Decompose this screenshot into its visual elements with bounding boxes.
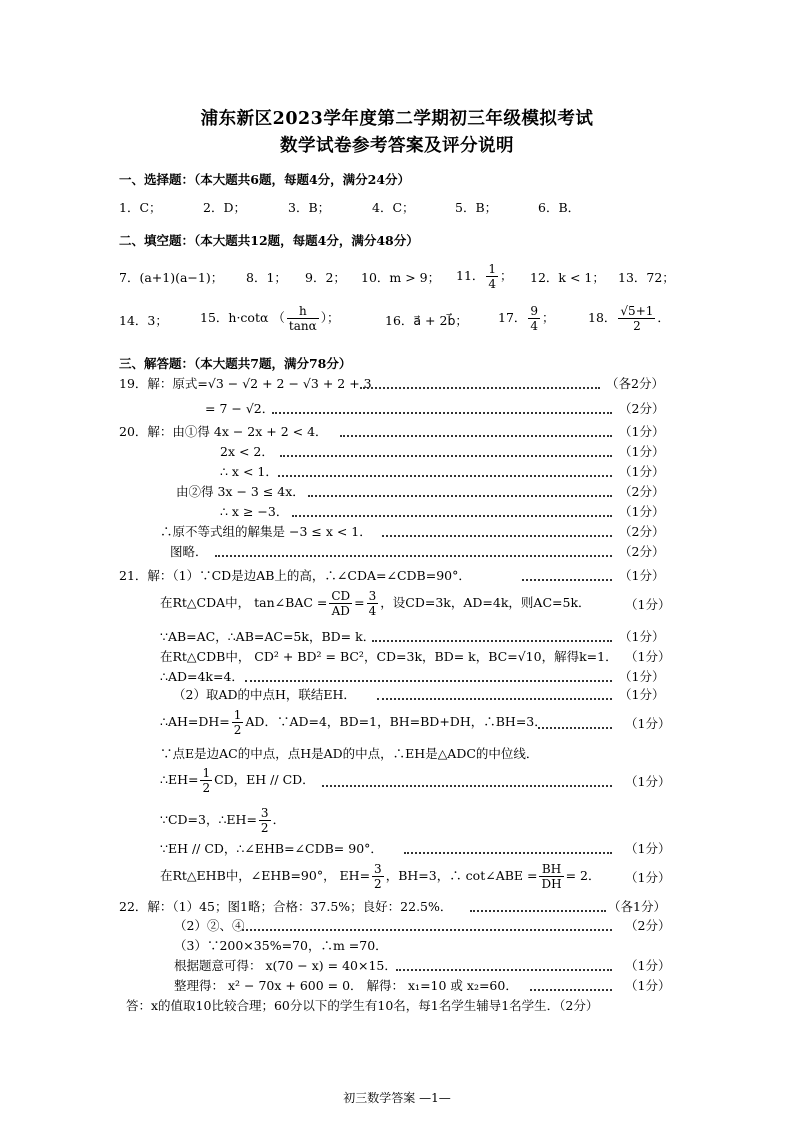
q21-score-11: （1分）	[625, 841, 671, 856]
mc-answer-2: 2．D；	[203, 200, 246, 215]
q20-score-4: （2分）	[619, 484, 665, 499]
leader-dots	[377, 698, 612, 700]
leader-dots	[280, 455, 612, 457]
q20-line-2: 2x < 2．	[220, 444, 274, 459]
q21-line-11: ∵EH // CD，∴∠EHB=∠CDB= 90°．	[160, 841, 383, 856]
q20-score-2: （1分）	[619, 444, 665, 459]
leader-dots	[470, 910, 606, 912]
leader-dots	[396, 969, 612, 971]
q22-line-3: （3）∵200×35%=70，∴m =70．	[174, 938, 388, 953]
mc-answer-5: 5．B；	[455, 200, 498, 215]
q21-score-2: （1分）	[625, 597, 671, 612]
fill-answer-10: 10．m > 9；	[361, 270, 441, 285]
section-2-heading: 二、填空题：（本大题共12题，每题4分，满分48分）	[119, 233, 419, 248]
q20-line-1: 20．解：由①得 4x − 2x + 2 < 4．	[119, 424, 328, 439]
q20-score-6: （2分）	[619, 524, 665, 539]
fill-answer-14: 14．3；	[119, 313, 168, 328]
q20-score-3: （1分）	[619, 464, 665, 479]
fill-answer-9: 9．2；	[305, 270, 346, 285]
fill-answer-8: 8．1；	[246, 270, 287, 285]
q21-line-2: 在Rt△CDA中， tan∠BAC = $\frac{CD}{AD}$ = $\frac{3}{4}$ ，设CD=3k，AD=4k，则AC=5k．	[160, 589, 591, 618]
q21-score-6: （1分）	[619, 687, 665, 702]
leader-dots	[340, 435, 612, 437]
q20-line-3: ∴ x < 1．	[220, 464, 278, 479]
q21-line-8: ∵点E是边AC的中点，点H是AD的中点，∴EH是△ADC的中位线．	[160, 746, 539, 761]
q19-line-2: = 7 − √2．	[205, 401, 275, 416]
q21-score-4: （1分）	[625, 649, 671, 664]
q21-score-5: （1分）	[619, 669, 665, 684]
q22-score-5: （1分）	[625, 978, 671, 993]
q21-line-10: ∵CD=3，∴EH= $\frac{3}{2}$ ．	[160, 806, 286, 835]
q20-line-5: ∴ x ≥ −3．	[220, 504, 289, 519]
q20-line-6: ∴原不等式组的解集是 −3 ≤ x < 1．	[160, 524, 372, 539]
q21-line-5: ∴AD=4k=4．	[160, 669, 244, 684]
q19-line-1: 19．解：原式=√3 − √2 + 2 − √3 + 2 + 3	[119, 376, 372, 391]
leader-dots	[530, 989, 612, 991]
leader-dots	[308, 495, 612, 497]
q21-score-9: （1分）	[625, 774, 671, 789]
leader-dots	[538, 727, 612, 729]
q19-score-1: （各2分）	[606, 376, 664, 391]
mc-answer-3: 3．B；	[288, 200, 331, 215]
fill-answer-12: 12．k < 1；	[530, 270, 605, 285]
q20-line-7: 图略．	[170, 544, 208, 559]
mc-answer-4: 4．C；	[372, 200, 415, 215]
q22-score-2: （2分）	[625, 918, 671, 933]
leader-dots	[278, 475, 612, 477]
q22-score-1: （各1分）	[608, 899, 666, 914]
page-footer: 初三数学答案 —1—	[343, 1091, 451, 1105]
q21-line-12: 在Rt△EHB中，∠EHB=90°， EH= $\frac{3}{2}$ ，BH=3，∴ cot∠ABE = $\frac{BH}{DH}$ = 2．	[160, 862, 601, 891]
leader-dots	[372, 640, 612, 642]
mc-answer-6: 6．B．	[538, 200, 581, 215]
leader-dots	[272, 412, 612, 414]
q20-score-7: （2分）	[619, 544, 665, 559]
q22-line-5: 整理得： x² − 70x + 600 = 0． 解得： x₁=10 或 x₂=60．	[174, 978, 518, 993]
fill-answer-15: 15．h·cotα （ $\frac{h}{\tan\alpha}$ ）；	[200, 304, 340, 333]
fill-answer-16: 16．a⃗ + 2b⃗；	[385, 313, 468, 328]
leader-dots	[245, 680, 612, 682]
leader-dots	[382, 535, 612, 537]
q22-line-2: （2）②、④	[174, 918, 245, 933]
q21-score-12: （1分）	[625, 870, 671, 885]
leader-dots	[242, 929, 612, 931]
q20-score-5: （1分）	[619, 504, 665, 519]
leader-dots	[215, 555, 612, 557]
q22-line-6: 答：x的值取10比较合理；60分以下的学生有10名，每1名学生辅导1名学生．（2分）	[126, 998, 599, 1013]
leader-dots	[522, 579, 612, 581]
q21-line-4: 在Rt△CDB中， CD² + BD² = BC²，CD=3k，BD= k，BC=√10，解得k=1．	[160, 649, 618, 664]
q21-line-3: ∵AB=AC，∴AB=AC=5k，BD= k．	[160, 629, 376, 644]
section-1-heading: 一、选择题：（本大题共6题，每题4分，满分24分）	[119, 172, 411, 187]
fill-answer-7: 7．(a+1)(a−1)；	[119, 270, 224, 285]
q19-score-2: （2分）	[619, 401, 665, 416]
q21-line-7: ∴AH=DH= $\frac{1}{2}$ AD．∵AD=4，BD=1，BH=BD+DH，∴BH=3．	[160, 708, 547, 737]
document-title: 浦东新区2023学年度第二学期初三年级模拟考试	[200, 109, 594, 129]
q21-score-3: （1分）	[619, 629, 665, 644]
q22-line-1: 22．解：（1）45；图1略；合格：37.5%；良好：22.5%．	[119, 899, 453, 914]
fill-answer-11: 11． $\frac{1}{4}$ ；	[456, 262, 513, 291]
q22-line-4: 根据题意可得： x(70 − x) = 40×15．	[174, 958, 397, 973]
fill-answer-18: 18． $\frac{√5+1}{2}$ ．	[588, 304, 670, 333]
mc-answer-1: 1．C；	[119, 200, 162, 215]
q21-line-6: （2）取AD的中点H，联结EH．	[173, 687, 356, 702]
q20-line-4: 由②得 3x − 3 ≤ 4x．	[176, 484, 305, 499]
q20-score-1: （1分）	[619, 424, 665, 439]
leader-dots	[360, 387, 600, 389]
leader-dots	[292, 515, 612, 517]
section-3-heading: 三、解答题：（本大题共7题，满分78分）	[119, 356, 352, 371]
q21-score-7: （1分）	[625, 716, 671, 731]
q21-score-1: （1分）	[619, 568, 665, 583]
q22-score-4: （1分）	[625, 958, 671, 973]
fill-answer-13: 13．72；	[618, 270, 675, 285]
fill-answer-17: 17． $\frac{9}{4}$ ；	[498, 304, 555, 333]
q21-line-9: ∴EH= $\frac{1}{2}$ CD，EH // CD．	[160, 766, 315, 795]
leader-dots	[322, 785, 612, 787]
leader-dots	[404, 852, 612, 854]
document-subtitle: 数学试卷参考答案及评分说明	[280, 136, 514, 156]
q21-line-1: 21．解：（1）∵CD是边AB上的高，∴∠CDA=∠CDB=90°．	[119, 568, 471, 583]
